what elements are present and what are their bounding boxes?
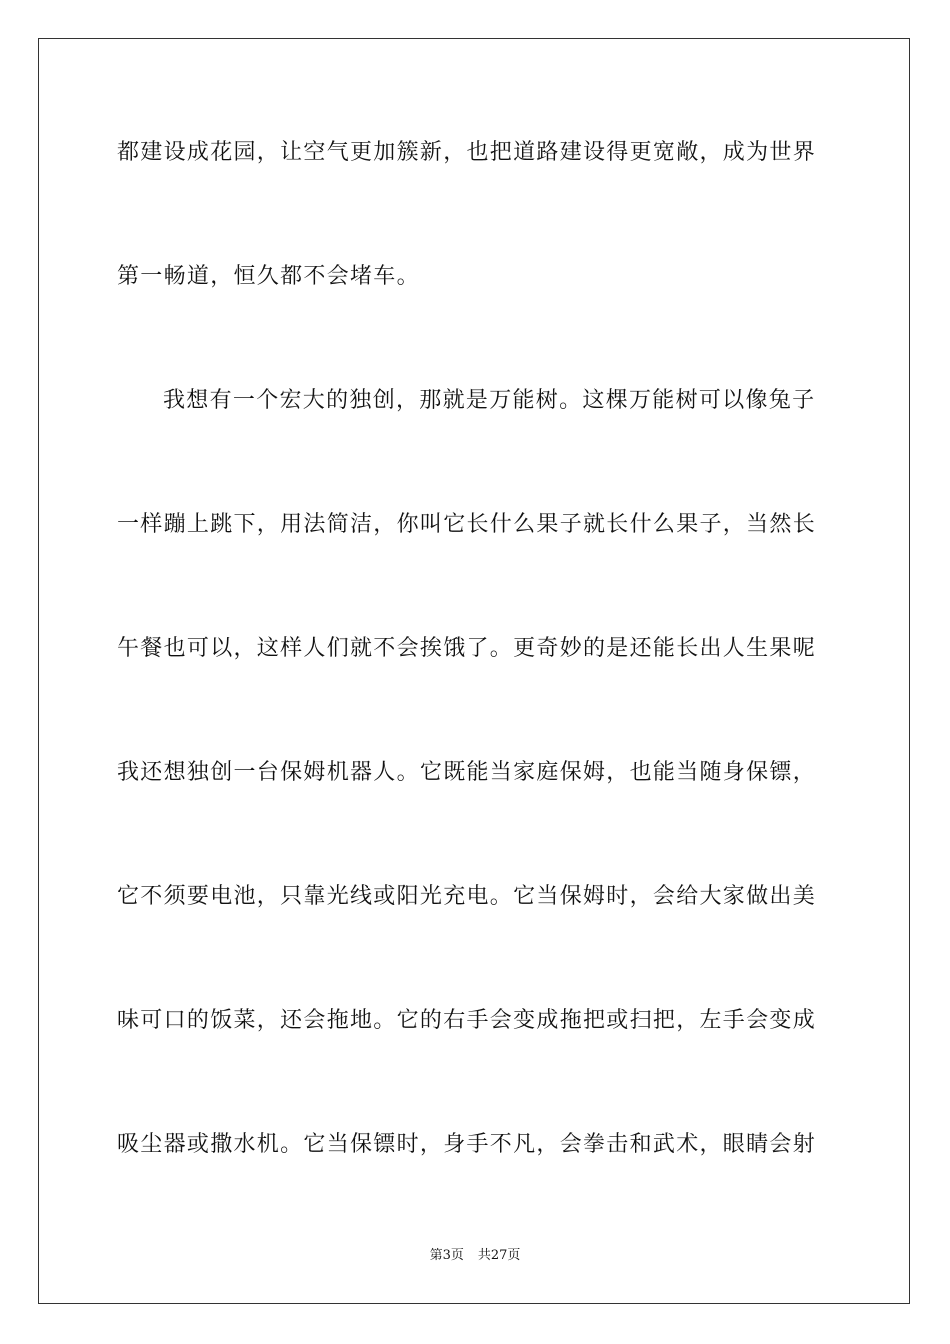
body-text-line-4: 一样蹦上跳下，用法简洁，你叫它长什么果子就长什么果子，当然长	[117, 512, 817, 537]
body-text-line-2: 第一畅道，恒久都不会堵车。	[117, 264, 420, 289]
page-number-current: 第3页	[429, 1248, 464, 1263]
body-text-line-1: 都建设成花园，让空气更加簇新，也把道路建设得更宽敞，成为世界	[117, 140, 817, 165]
page-footer	[0, 1247, 950, 1265]
body-text-line-3: 我想有一个宏大的独创，那就是万能树。这棵万能树可以像兔子	[163, 388, 816, 413]
body-text-line-7: 它不须要电池，只靠光线或阳光充电。它当保姆时，会给大家做出美	[117, 884, 817, 909]
page-number-total: 共27页	[477, 1248, 521, 1263]
body-text-line-9: 吸尘器或撒水机。它当保镖时，身手不凡，会拳击和武术，眼睛会射	[117, 1132, 817, 1157]
body-text-line-5: 午餐也可以，这样人们就不会挨饿了。更奇妙的是还能长出人生果呢	[117, 636, 817, 661]
page-border	[38, 38, 910, 1304]
body-text-line-6: 我还想独创一台保姆机器人。它既能当家庭保姆，也能当随身保镖，	[117, 760, 817, 785]
body-text-line-8: 味可口的饭菜，还会拖地。它的右手会变成拖把或扫把，左手会变成	[117, 1008, 817, 1033]
